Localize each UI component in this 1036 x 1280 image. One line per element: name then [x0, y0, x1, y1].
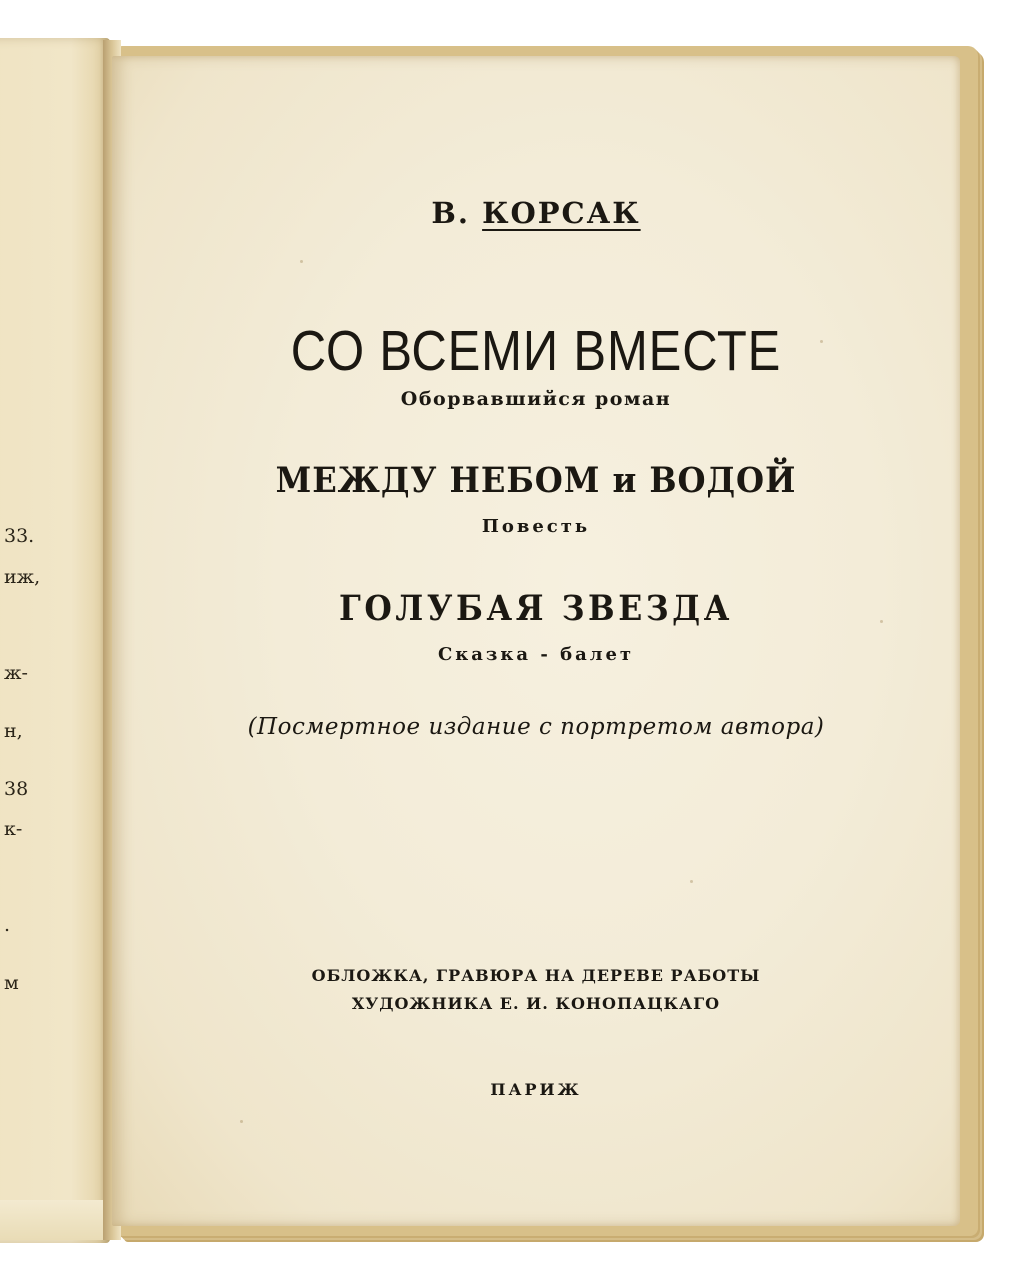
left-page-text-fragment: 38 — [4, 778, 29, 800]
left-page-text-fragment: 33. — [4, 525, 35, 547]
publication-city: ПАРИЖ — [490, 1080, 582, 1099]
left-page-text-fragment: м — [4, 972, 19, 994]
author-surname: КОРСАК — [482, 196, 641, 230]
left-page-text-fragment: н, — [4, 720, 23, 742]
author-initial: В. — [431, 196, 470, 230]
left-page-corner — [0, 1200, 110, 1240]
paper-speck — [300, 260, 303, 263]
left-page-text-fragment: ж- — [4, 662, 28, 684]
work-title-3: ГОЛУБАЯ ЗВЕЗДА — [338, 588, 734, 629]
cover-credit-line-1: ОБЛОЖКА, ГРАВЮРА НА ДЕРЕВЕ РАБОТЫ — [311, 966, 761, 985]
title-page — [112, 56, 960, 1226]
work-title-2: МЕЖДУ НЕБОМ и ВОДОЙ — [275, 460, 797, 501]
work-subtitle-1: Оборвавшийся роман — [400, 388, 672, 410]
author-name — [112, 196, 960, 230]
work-subtitle-2: Повесть — [481, 516, 591, 537]
left-page-text-fragment: иж, — [4, 566, 41, 588]
left-page-text-fragment: . — [4, 914, 11, 936]
work-title-1: СО ВСЕМИ ВМЕСТЕ — [290, 319, 782, 383]
edition-note: (Посмертное издание с портретом автора) — [247, 714, 825, 740]
work-subtitle-3: Сказка - балет — [437, 644, 635, 665]
paper-speck — [240, 1120, 243, 1123]
left-page-text-fragment: к- — [4, 818, 23, 840]
cover-credit-line-2: ХУДОЖНИКА Е. И. КОНОПАЦКАГО — [351, 994, 721, 1013]
paper-speck — [690, 880, 693, 883]
left-page — [0, 38, 110, 1243]
